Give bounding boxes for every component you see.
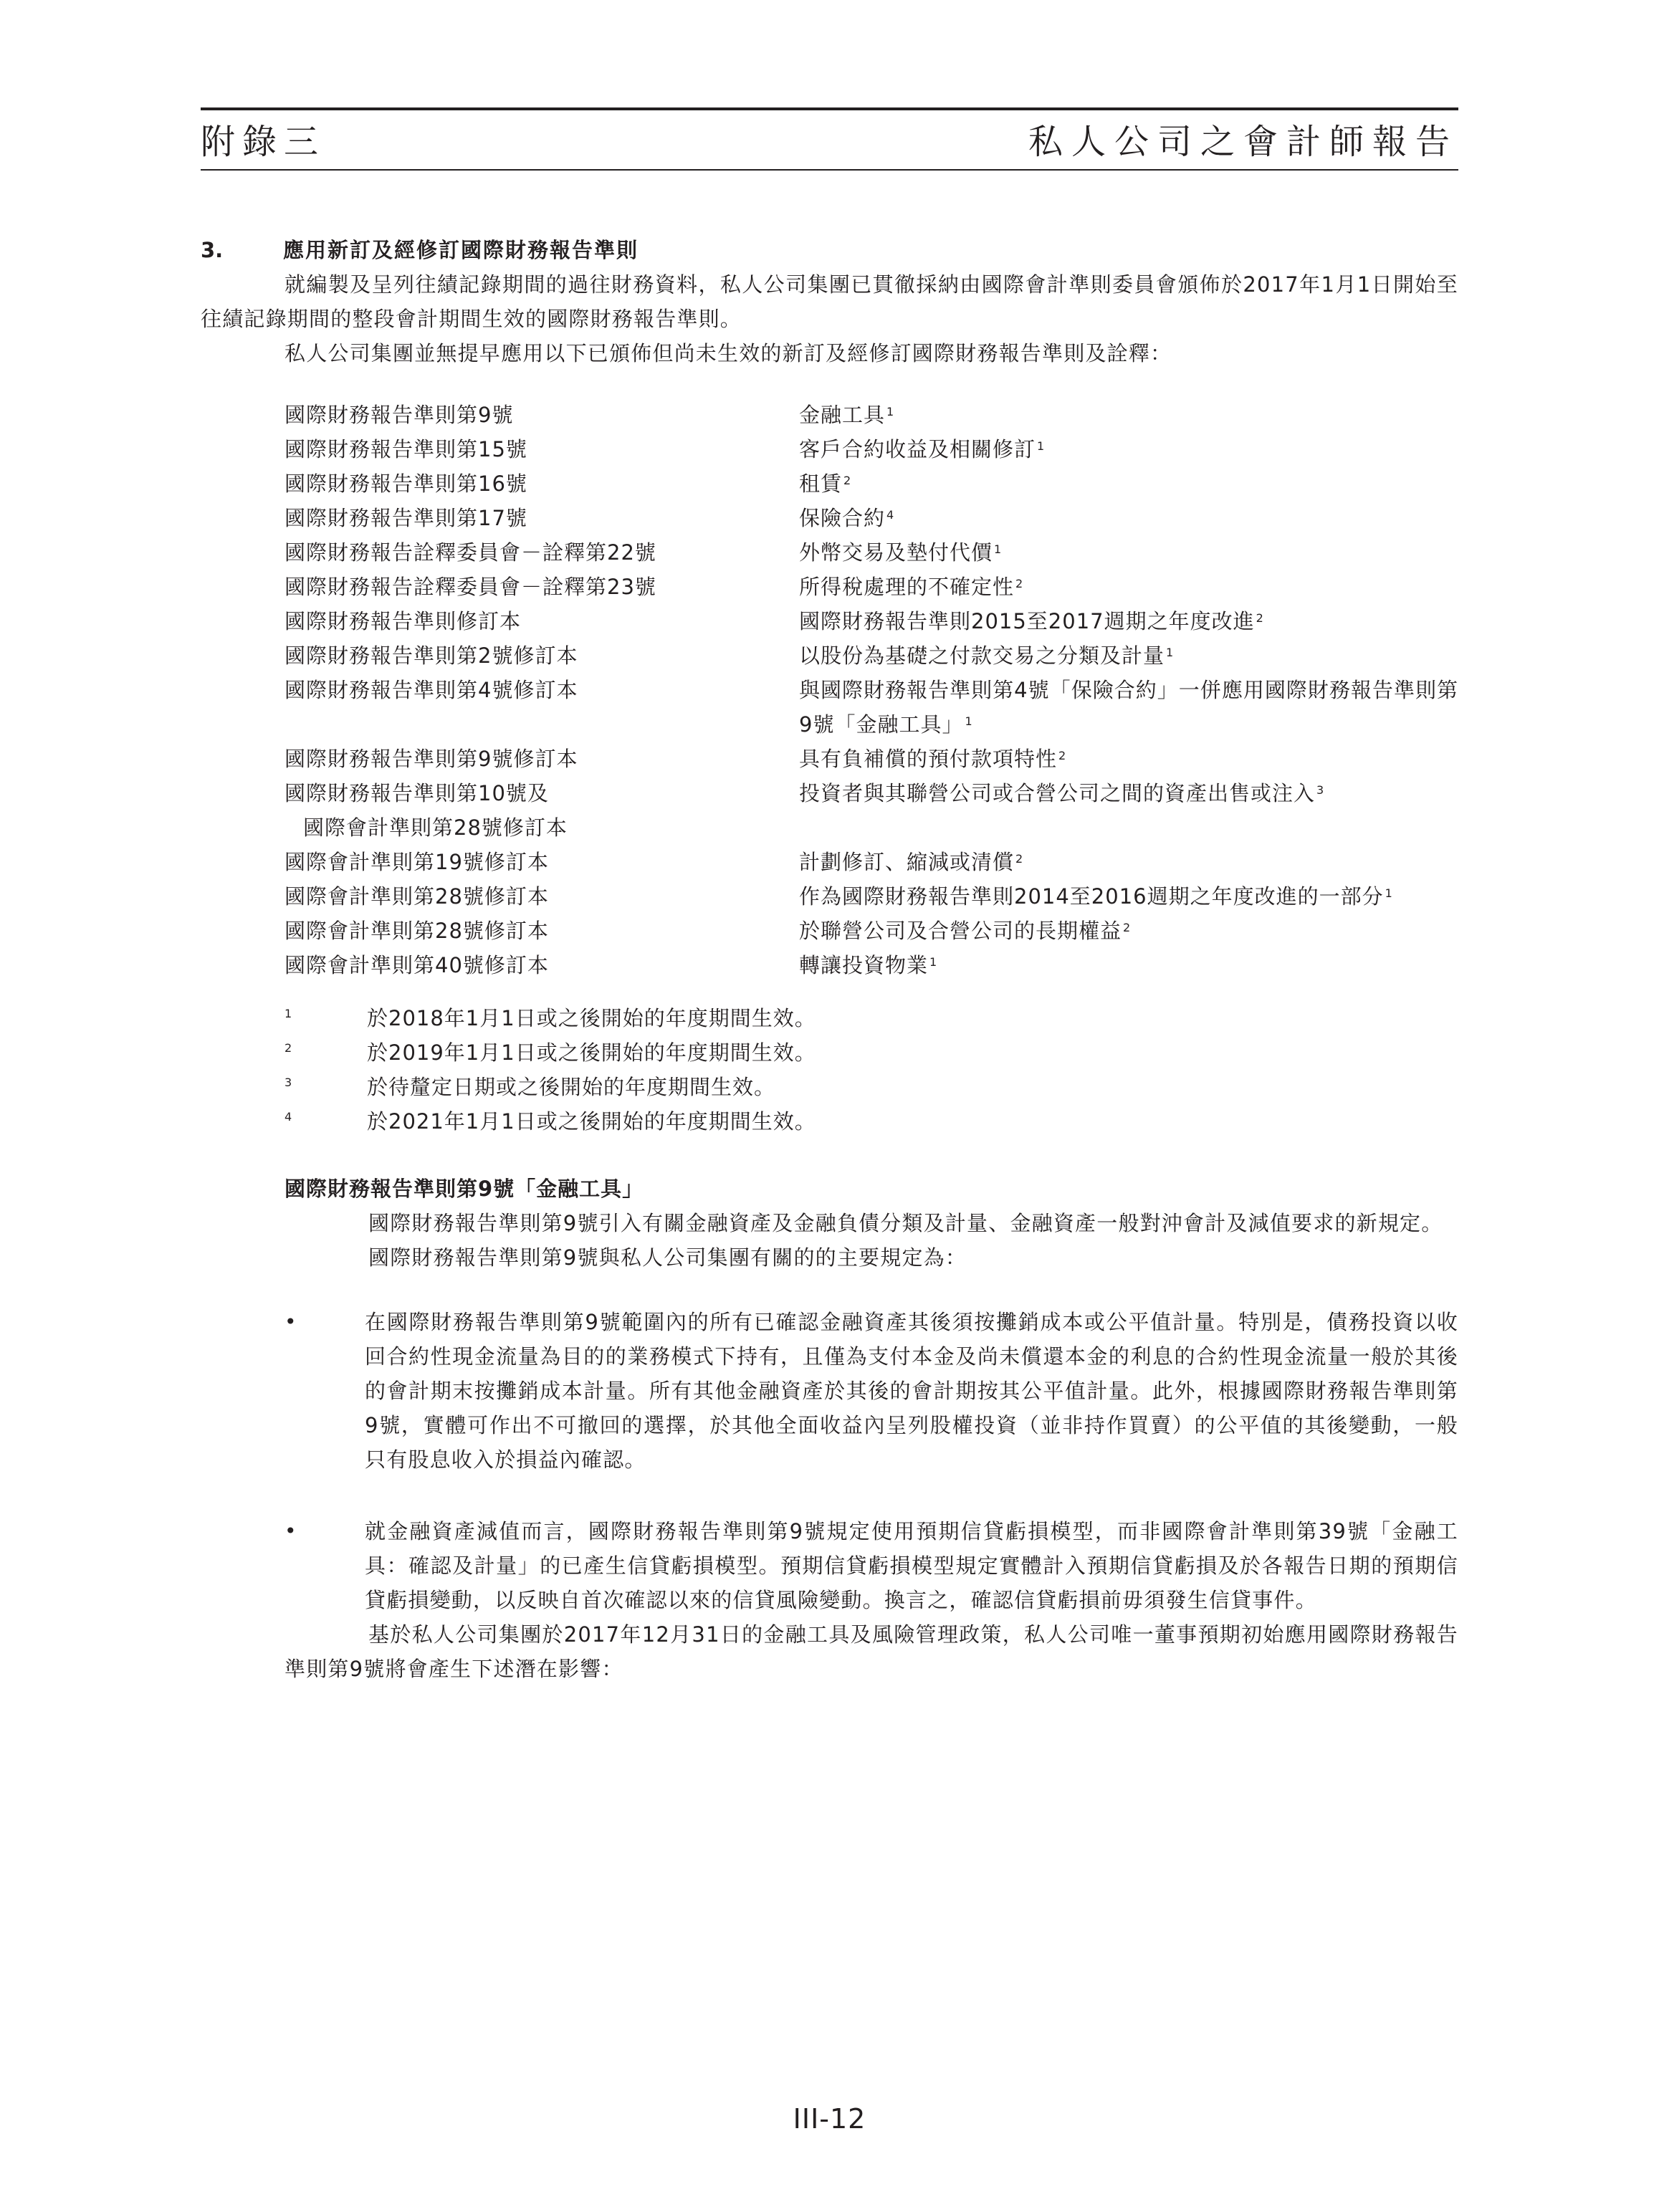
standard-description	[799, 879, 1458, 914]
standard-description	[799, 776, 1458, 845]
standard-name-text: 國際財務報告準則修訂本	[285, 609, 522, 633]
footnotes	[285, 1001, 1458, 1139]
standard-description	[799, 638, 1458, 673]
table-row	[285, 604, 1458, 638]
standard-name	[285, 638, 799, 673]
standard-name	[285, 879, 799, 914]
standard-description	[799, 914, 1458, 948]
standard-name	[285, 948, 799, 982]
standard-name-text: 國際財務報告準則第10號及	[285, 781, 549, 805]
standards-table	[285, 398, 1458, 982]
footnote	[285, 1035, 1458, 1070]
standard-name	[285, 570, 799, 604]
standard-name-text: 國際會計準則第28號修訂本	[285, 919, 549, 943]
header-bottom-rule	[201, 169, 1458, 171]
standard-name-text: 國際財務報告準則第4號修訂本	[285, 678, 578, 702]
footnote-text: 於2021年1月1日或之後開始的年度期間生效。	[367, 1109, 816, 1134]
footnote-ref: 1	[1166, 646, 1175, 659]
table-row	[285, 845, 1458, 879]
standard-description	[799, 570, 1458, 604]
footnote-text: 於待釐定日期或之後開始的年度期間生效。	[367, 1075, 776, 1099]
standard-name-text: 國際財務報告準則第17號	[285, 506, 527, 530]
standard-description-text: 計劃修訂、縮減或清償	[799, 850, 1015, 874]
appendix-label: 附錄三	[201, 122, 326, 162]
standard-description	[799, 432, 1458, 466]
standard-name	[285, 432, 799, 466]
standard-name-text: 國際財務報告準則第16號	[285, 471, 527, 496]
standard-description	[799, 466, 1458, 501]
standard-name	[285, 535, 799, 570]
section-title: 應用新訂及經修訂國際財務報告準則	[283, 238, 639, 262]
report-title: 私人公司之會計師報告	[1028, 122, 1458, 162]
standard-name	[285, 466, 799, 501]
footnote	[285, 1070, 1458, 1104]
ifrs9-paragraph-2: 國際財務報告準則第9號與私人公司集團有關的的主要規定為：	[368, 1245, 967, 1270]
ifrs9-paragraph-1: 國際財務報告準則第9號引入有關金融資產及金融負債分類及計量、金融資產一般對沖會計及減值要求的新規定。	[368, 1211, 1443, 1235]
standard-description-text: 金融工具	[799, 403, 886, 427]
bullet-text: 就金融資產減值而言，國際財務報告準則第9號規定使用預期信貸虧損模型，而非國際會計準則第39號「金融工具：確認及計量」的已產生信貸虧損模型。預期信貸虧損模型規定實體計入預期信貸虧損及於各報告日期的預期信貸虧損變動，以反映自首次確認以來的信貸風險變動。換言之，確認信貸虧損前毋須發生信貸事件。	[365, 1519, 1458, 1612]
standard-description-text: 所得稅處理的不確定性	[799, 575, 1015, 599]
standard-description-text: 轉讓投資物業	[799, 953, 929, 977]
table-row	[285, 535, 1458, 570]
footnote-ref: 1	[965, 714, 973, 728]
standard-description-text: 具有負補償的預付款項特性	[799, 747, 1058, 771]
standard-name	[285, 845, 799, 879]
page-header	[201, 107, 1458, 172]
table-row	[285, 776, 1458, 845]
bullet-item	[285, 1305, 1458, 1477]
standard-description	[799, 742, 1458, 776]
table-row	[285, 466, 1458, 501]
table-row	[285, 742, 1458, 776]
footnote-ref: 1	[1385, 886, 1393, 900]
footnote	[285, 1104, 1458, 1139]
table-row	[285, 673, 1458, 742]
footnote-ref: 2	[1123, 921, 1132, 934]
table-row	[285, 948, 1458, 982]
standard-name	[285, 398, 799, 432]
standard-name	[285, 742, 799, 776]
standard-name	[285, 604, 799, 638]
table-row	[285, 879, 1458, 914]
bullet-text: 在國際財務報告準則第9號範圍內的所有已確認金融資產其後須按攤銷成本或公平值計量。特別是，債務投資以收回合約性現金流量為目的的業務模式下持有，且僅為支付本金及尚未償還本金的利息的合約性現金流量一般於其後的會計期末按攤銷成本計量。所有其他金融資產於其後的會計期按其公平值計量。此外，根據國際財務報告準則第9號，實體可作出不可撤回的選擇，於其他全面收益內呈列股權投資（並非持作買賣）的公平值的其後變動，一般只有股息收入於損益內確認。	[365, 1310, 1458, 1472]
footnote-ref: 2	[1015, 577, 1024, 590]
standard-name	[285, 914, 799, 948]
standard-name	[285, 776, 799, 845]
ifrs9-paragraph-3: 基於私人公司集團於2017年12月31日的金融工具及風險管理政策，私人公司唯一董事預期初始應用國際財務報告準則第9號將會產生下述潛在影響：	[285, 1622, 1458, 1681]
footnote-ref: 4	[886, 508, 895, 522]
bullet-icon: •	[285, 1519, 297, 1543]
standard-description-text: 作為國際財務報告準則2014至2016週期之年度改進的一部分	[799, 884, 1384, 909]
table-row	[285, 638, 1458, 673]
standard-description-text: 客戶合約收益及相關修訂	[799, 437, 1036, 461]
standard-name-text: 國際會計準則第19號修訂本	[285, 850, 549, 874]
intro-paragraph-1: 就編製及呈列往績記錄期間的過往財務資料，私人公司集團已貫徹採納由國際會計準則委員會頒佈於2017年1月1日開始至往績記錄期間的整段會計期間生效的國際財務報告準則。	[201, 272, 1458, 331]
section-heading	[201, 233, 1458, 267]
footnote	[285, 1001, 1458, 1035]
intro-paragraph-2: 私人公司集團並無提早應用以下已頒佈但尚未生效的新訂及經修訂國際財務報告準則及詮釋：	[285, 341, 1172, 365]
standard-name-text: 國際財務報告準則第9號修訂本	[285, 747, 578, 771]
standard-name-text: 國際財務報告準則第2號修訂本	[285, 643, 578, 668]
page-number: III-12	[793, 2103, 866, 2135]
standard-description	[799, 845, 1458, 879]
bullet-item	[285, 1514, 1458, 1617]
ifrs9-heading: 國際財務報告準則第9號「金融工具」	[285, 1177, 644, 1201]
footnote-ref: 2	[1015, 852, 1024, 866]
footnote-ref: 1	[1037, 439, 1046, 453]
bullet-icon: •	[285, 1310, 297, 1334]
footnote-ref: 2	[1058, 749, 1067, 762]
table-row	[285, 570, 1458, 604]
standard-description-text: 租賃	[799, 471, 843, 496]
standard-name-text: 國際財務報告準則第9號	[285, 403, 514, 427]
standard-name-text: 國際會計準則第40號修訂本	[285, 953, 549, 977]
standard-description-text: 以股份為基礎之付款交易之分類及計量	[799, 643, 1165, 668]
footnote-ref: 1	[994, 542, 1003, 556]
standard-name-text: 國際會計準則第28號修訂本	[285, 884, 549, 909]
table-row	[285, 398, 1458, 432]
standard-name	[285, 673, 799, 742]
table-row	[285, 914, 1458, 948]
standard-name-text: 國際財務報告詮釋委員會－詮釋第22號	[285, 540, 656, 565]
standard-name-text: 國際財務報告準則第15號	[285, 437, 527, 461]
standard-description-text: 保險合約	[799, 506, 886, 530]
footnote-ref: 1	[886, 405, 895, 418]
standard-name-continued: 國際會計準則第28號修訂本	[303, 815, 568, 840]
standard-description-text: 與國際財務報告準則第4號「保險合約」一併應用國際財務報告準則第9號「金融工具」	[799, 678, 1458, 737]
standard-name-text: 國際財務報告詮釋委員會－詮釋第23號	[285, 575, 656, 599]
standard-description	[799, 673, 1458, 742]
standard-description	[799, 398, 1458, 432]
footnote-text: 於2019年1月1日或之後開始的年度期間生效。	[367, 1040, 816, 1065]
footnote-text: 於2018年1月1日或之後開始的年度期間生效。	[367, 1006, 816, 1030]
standard-description-text: 於聯營公司及合營公司的長期權益	[799, 919, 1122, 943]
table-row	[285, 432, 1458, 466]
standard-description-text: 外幣交易及墊付代價	[799, 540, 993, 565]
footnote-mark: 4	[285, 1110, 293, 1124]
standard-description-text: 投資者與其聯營公司或合營公司之間的資產出售或注入	[799, 781, 1316, 805]
section-number: 3.	[201, 238, 224, 262]
footnote-ref: 3	[1316, 783, 1325, 797]
standard-description	[799, 535, 1458, 570]
page-content	[201, 233, 1458, 1686]
standard-description-text: 國際財務報告準則2015至2017週期之年度改進	[799, 609, 1255, 633]
footnote-ref: 1	[929, 955, 938, 969]
footnote-mark: 1	[285, 1007, 293, 1020]
standard-description	[799, 604, 1458, 638]
footnote-ref: 2	[843, 474, 852, 487]
standard-description	[799, 948, 1458, 982]
standard-description	[799, 501, 1458, 535]
standard-name	[285, 501, 799, 535]
table-row	[285, 501, 1458, 535]
footnote-mark: 2	[285, 1041, 293, 1055]
header-top-rule	[201, 107, 1458, 110]
footnote-mark: 3	[285, 1076, 293, 1089]
footnote-ref: 2	[1256, 611, 1264, 625]
